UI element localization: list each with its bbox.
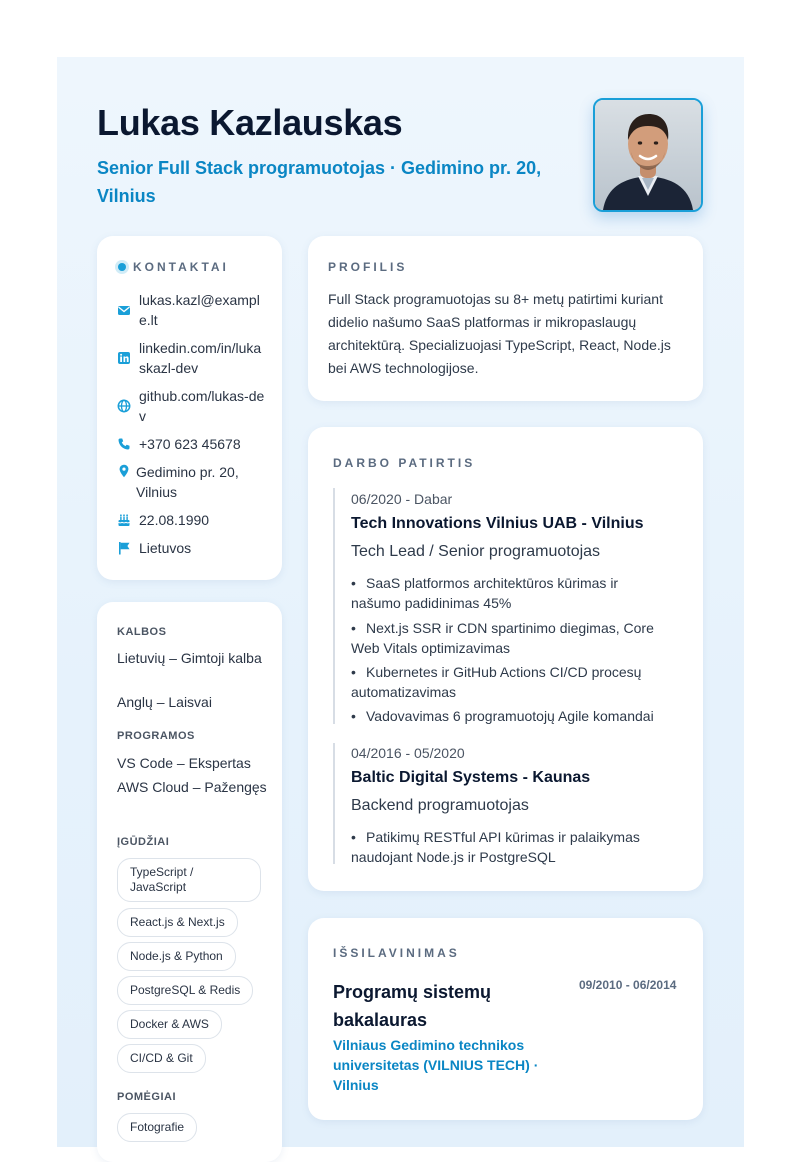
programs-title: PROGRAMOS xyxy=(117,730,195,742)
contacts-card xyxy=(97,236,282,580)
work-experience-card xyxy=(308,427,703,891)
contact-birthday-text: 22.08.1990 xyxy=(139,512,210,528)
contact-nationality-text: Lietuvos xyxy=(139,540,192,556)
languages-title: KALBOS xyxy=(117,626,167,638)
education-title: IŠSILAVINIMAS xyxy=(333,946,460,960)
profile-card xyxy=(308,236,703,401)
resume-page xyxy=(57,57,744,1147)
education-card xyxy=(308,918,703,1120)
job-bullet: • Next.js SSR ir CDN spartinimo diegimas, Core Web Vitals optimizavimas xyxy=(351,620,654,656)
contact-address-text: Gedimino pr. 20, Vilnius xyxy=(136,464,239,500)
job-bullet: • Vadovavimas 6 programuotojų Agile komandai xyxy=(351,708,654,724)
contact-birthday xyxy=(117,510,267,530)
contact-linkedin-text: linkedin.com/in/lukaskazl-dev xyxy=(139,340,262,376)
education-degree: Programų sistemų bakalauras xyxy=(333,982,492,1030)
linkedin-icon xyxy=(117,351,131,365)
language-item: Anglų – Laisvai xyxy=(117,694,212,710)
timeline-line xyxy=(333,488,335,724)
language-item: Lietuvių – Gimtoji kalba xyxy=(117,650,262,666)
birthday-cake-icon xyxy=(117,513,131,527)
envelope-icon xyxy=(117,303,131,317)
contact-email-text: lukas.kazl@example.lt xyxy=(139,292,260,328)
program-item: AWS Cloud – Pažengęs xyxy=(117,779,267,795)
contacts-title: KONTAKTAI xyxy=(133,260,229,274)
work-title: DARBO PATIRTIS xyxy=(333,456,476,470)
contact-phone-text: +370 623 45678 xyxy=(139,436,241,452)
contact-github-text: github.com/lukas-dev xyxy=(139,388,265,424)
education-school: Vilniaus Gedimino technikos universitetas (VILNIUS TECH) · Vilnius xyxy=(333,1037,539,1093)
skill-chip: Node.js & Python xyxy=(117,942,236,971)
job-dates: 04/2016 - 05/2020 xyxy=(351,745,465,761)
skills-title: ĮGŪDŽIAI xyxy=(117,836,170,848)
profile-photo-image xyxy=(595,100,701,210)
job-company: Tech Innovations Vilnius UAB - Vilnius xyxy=(351,515,644,532)
job-bullet: • SaaS platformos architektūros kūrimas ir našumo padidinimas 45% xyxy=(351,575,619,611)
flag-icon xyxy=(117,541,131,555)
contact-phone[interactable] xyxy=(117,434,267,454)
skill-chip: CI/CD & Git xyxy=(117,1044,206,1073)
skill-chip: React.js & Next.js xyxy=(117,908,238,937)
contact-github[interactable] xyxy=(117,386,267,426)
contact-nationality xyxy=(117,538,267,558)
job-company: Baltic Digital Systems - Kaunas xyxy=(351,769,591,786)
job-dates: 06/2020 - Dabar xyxy=(351,491,453,507)
profile-summary: Full Stack programuotojas su 8+ metų patirtimi kuriant didelio našumo SaaS platformas ir mikropaslaugų architektūrą. Specializuojasi TypeScript, React, Node.js bei AWS technologijose. xyxy=(328,291,671,376)
program-item: VS Code – Ekspertas xyxy=(117,755,251,771)
profile-photo xyxy=(593,98,703,212)
section-dot-icon xyxy=(118,263,126,271)
job-bullet: • Kubernetes ir GitHub Actions CI/CD procesų automatizavimas xyxy=(351,664,642,700)
skills-card xyxy=(97,602,282,1162)
job-role: Tech Lead / Senior programuotojas xyxy=(351,543,601,560)
skill-chip: PostgreSQL & Redis xyxy=(117,976,253,1005)
skill-chip: TypeScript / JavaScript xyxy=(117,858,261,902)
person-name: Lukas Kazlauskas xyxy=(97,102,403,143)
job-bullet: • Patikimų RESTful API kūrimas ir palaikymas naudojant Node.js ir PostgreSQL xyxy=(351,829,640,865)
timeline-line xyxy=(333,743,335,864)
job-role: Backend programuotojas xyxy=(351,797,529,814)
job-title-subtitle: Senior Full Stack programuotojas · Gedimino pr. 20, Vilnius xyxy=(97,158,542,206)
contact-email[interactable] xyxy=(117,290,267,330)
education-dates: 09/2010 - 06/2014 xyxy=(579,978,677,992)
contact-address xyxy=(117,462,267,502)
contact-linkedin[interactable] xyxy=(117,338,267,378)
hobby-chip: Fotografie xyxy=(117,1113,197,1142)
phone-icon xyxy=(117,437,131,451)
location-pin-icon xyxy=(117,464,131,478)
skill-chip: Docker & AWS xyxy=(117,1010,222,1039)
hobbies-title: POMĖGIAI xyxy=(117,1091,177,1103)
profile-title: PROFILIS xyxy=(328,260,408,274)
globe-icon xyxy=(117,399,131,413)
